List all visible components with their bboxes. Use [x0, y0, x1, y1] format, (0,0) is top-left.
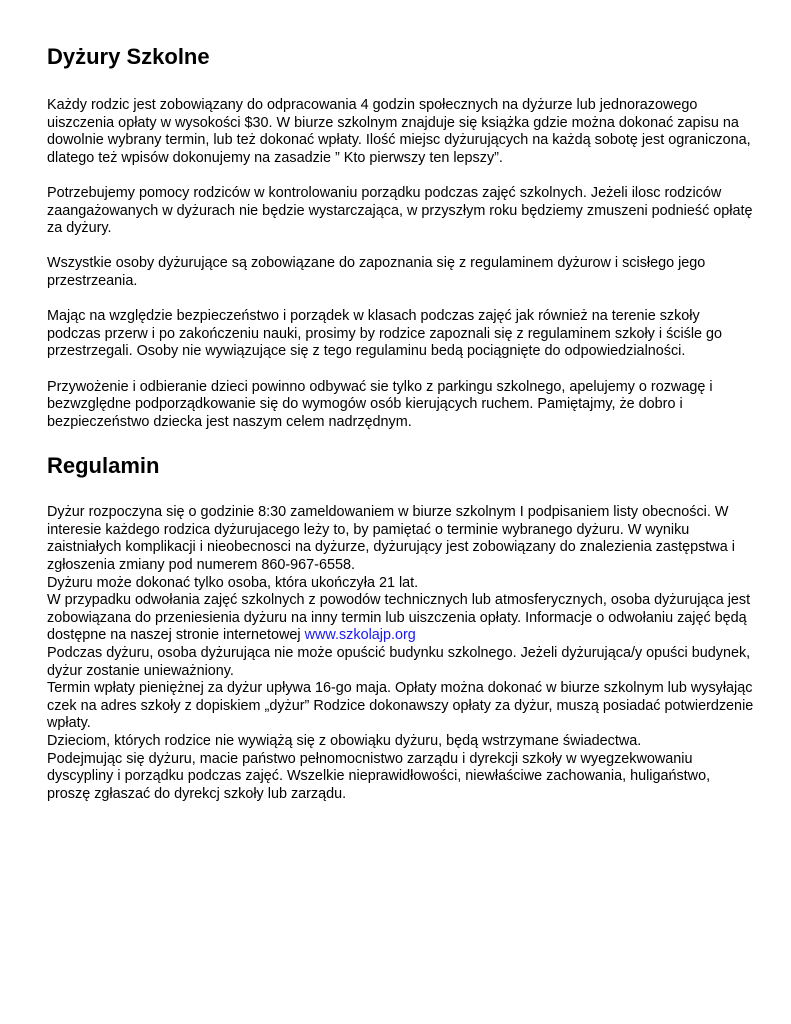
paragraph-obligation: Każdy rodzic jest zobowiązany do odpracowania 4 godzin społecznych na dyżurze lub jednorazowego uiszczenia opłaty w wysokości $30. W biurze szkolnym znajduje się książka gdzie można dokonać zapisu na dowolnie wybrany termin, lub też dokonać wpłaty. Ilość miejsc dyżurujących na każdą sobotę jest ograniczona, dlatego też wpisów dokonujemy na zasadzie ” Kto pierwszy ten lepszy”.	[47, 97, 751, 166]
paragraph-safety: Mając na względzie bezpieczeństwo i porządek w klasach podczas zajęć jak również na terenie szkoły podczas przerw i po zakończeniu nauki, prosimy by rodzice zapoznali się z regulaminem szkoły i ściśle go przestrzegali. Osoby nie wywiązujące się z tego regulaminu bedą pociągnięte do odpowiedzialności.	[47, 308, 723, 360]
section-title-regulamin: Regulamin	[47, 453, 160, 479]
regulamin-item-cancellation	[47, 592, 757, 645]
regulamin-item-payment: Termin wpłaty pieniężnej za dyżur upływa 16-go maja. Opłaty można dokonać w biurze szkolnym lub wysyłając czek na adres szkoły z dopiskiem „dyżur” Rodzice dokonawszy opłaty za dyżur, muszą posiadać potwierdzenie wpłaty.	[47, 680, 754, 732]
regulamin-item-certificates: Dzieciom, których rodzice nie wywiążą się z obowiąku dyżuru, będą wstrzymane świadectwa.	[47, 733, 642, 749]
regulamin-section	[47, 504, 757, 803]
regulamin-item-age: Dyżuru może dokonać tylko osoba, która ukończyła 21 lat.	[47, 574, 419, 591]
regulamin-item-start: Dyżur rozpoczyna się o godzinie 8:30 zameldowaniem w biurze szkolnym I podpisaniem listy obecności. W interesie każdego rodzica dyżurujacego leży to, by pamiętać o terminie wybranego dyżuru. W wyniku zaistniałych komplikacji i nieobecnosci na dyżurze, dyżurujący jest zobowiązany do znalezienia zastępstwa i zgłoszenia zmiany pod numerem 860-967-6558.	[47, 504, 735, 574]
regulamin-item-authority: Podejmując się dyżuru, macie państwo pełnomocnistwo zarządu i dyrekcji szkoły w wyegzekwowaniu dyscypliny i porządku podczas zajęć. Wszelkie nieprawidłowości, niewłaściwe zachowania, huligaństwo, proszę zgłaszać do dyrekcj szkoły lub zarządu.	[47, 750, 711, 802]
website-link[interactable]: www.szkolajp.org	[304, 627, 416, 644]
page-title: Dyżury Szkolne	[47, 44, 210, 69]
regulamin-item-cancellation-text: W przypadku odwołania zajęć szkolnych z powodów technicznych lub atmosferycznych, osoba dyżurująca jest zobowiązana do przeniesienia dyżuru na inny termin lub uiszczenia opłaty. Informacje o odwołaniu zajęć będą dostępne na naszej stronie internetowej	[47, 592, 751, 644]
paragraph-rules-compliance: Wszystkie osoby dyżurujące są zobowiązane do zapoznania się z regulaminem dyżurow i scisłego jego przestrzeania.	[47, 255, 706, 289]
paragraph-help-needed: Potrzebujemy pomocy rodziców w kontrolowaniu porządku podczas zajęć szkolnych. Jeżeli ilosc rodziców zaangażowanych w dyżurach nie będzie wystarczająca, w przyszłym roku będziemy zmuszeni podnieść opłatę za dyżury.	[47, 184, 753, 237]
regulamin-item-leaving: Podczas dyżuru, osoba dyżurująca nie może opuścić budynku szkolnego. Jeżeli dyżurująca/y opuści budynek, dyżur zostanie unieważniony.	[47, 645, 751, 679]
document-page	[47, 44, 757, 803]
paragraph-parking: Przywożenie i odbieranie dzieci powinno odbywać sie tylko z parkingu szkolnego, apelujemy o rozwagę i bezwzględne podporządkowanie się do wymogów osób kierujących ruchem. Pamiętajmy, że dobro i bezpieczeństwo dziecka jest naszym celem nadrzędnym.	[47, 378, 713, 430]
